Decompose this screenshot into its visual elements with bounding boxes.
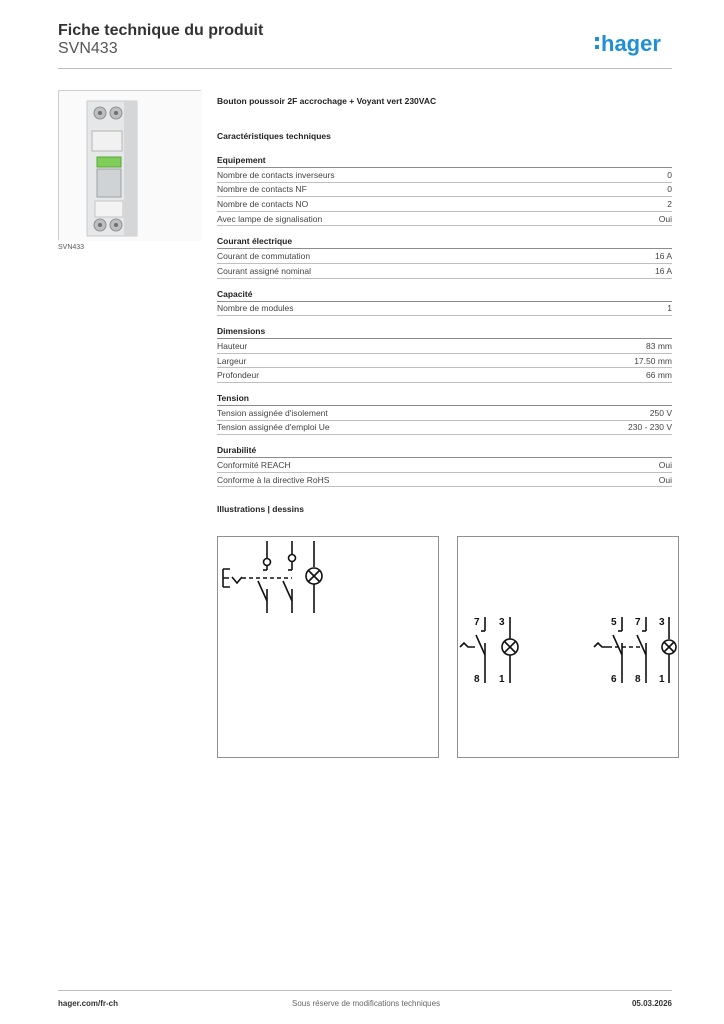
page-title: Fiche technique du produit [58,22,264,39]
spec-row [217,168,672,183]
spec-content [217,96,672,514]
section-title: Durabilité [217,445,672,458]
terminal-label: 8 [474,674,480,685]
spec-value: 16 A [654,251,672,262]
product-name: Bouton poussoir 2F accrochage + Voyant vert 230VAC [217,96,437,106]
spec-value: 2 [667,198,672,209]
spec-row [217,421,672,436]
terminal-label: 5 [611,617,617,628]
footer-website-link[interactable]: hager.com/fr-ch [58,999,119,1008]
spec-section-current [217,236,672,278]
spec-value: 0 [667,169,672,180]
footer-date: 05.03.2026 [631,999,672,1008]
footer-divider [58,990,672,991]
section-title: Tension [217,393,672,406]
spec-label: Nombre de contacts inverseurs [217,169,335,180]
spec-section-equipment [217,155,672,226]
spec-value: 1 [667,303,672,314]
product-photo [58,90,201,240]
spec-label: Tension assignée d'isolement [217,407,328,418]
section-title: Dimensions [217,326,672,339]
section-title: Courant électrique [217,236,672,249]
terminal-label: 7 [474,617,480,628]
spec-label: Hauteur [217,340,248,351]
spec-label: Conforme à la directive RoHS [217,474,330,485]
spec-label: Profondeur [217,370,260,381]
terminal-label: 6 [611,674,617,685]
spec-row [217,473,672,488]
spec-row [217,368,672,383]
spec-value: 250 V [649,407,672,418]
spec-value: 66 mm [646,370,672,381]
spec-row [217,458,672,473]
hager-logo [594,28,674,58]
spec-value: Oui [658,459,672,470]
spec-label: Courant de commutation [217,251,311,262]
spec-value: Oui [658,213,672,224]
spec-value: 230 - 230 V [628,422,672,433]
spec-row [217,264,672,279]
spec-row [217,197,672,212]
spec-row [217,183,672,198]
spec-label: Nombre de modules [217,303,294,314]
spec-label: Nombre de contacts NF [217,184,307,195]
terminal-label: 1 [659,674,665,685]
spec-section-dimensions [217,326,672,383]
footer-notice: Sous réserve de modifications techniques [292,999,441,1008]
terminal-wiring-diagram [458,537,678,757]
terminal-wiring-illustration [457,536,679,758]
spec-section-capacity [217,289,672,317]
spec-value: 17.50 mm [634,355,672,366]
terminal-label: 3 [499,617,505,628]
spec-row [217,406,672,421]
section-title: Equipement [217,155,672,168]
spec-row [217,354,672,369]
tech-characteristics-title: Caractéristiques techniques [217,131,331,141]
spec-section-durability [217,445,672,487]
spec-value: 16 A [654,265,672,276]
spec-label: Largeur [217,355,247,366]
header-divider [58,68,672,69]
logo-text: hager [601,31,661,56]
terminal-label: 3 [659,617,665,628]
pushbutton-symbol-diagram [218,537,438,757]
photo-caption: SVN433 [58,244,85,251]
terminal-label: 7 [635,617,641,628]
illustrations-title: Illustrations | dessins [217,504,304,515]
spec-row [217,339,672,354]
terminal-label: 8 [635,674,641,685]
spec-label: Avec lampe de signalisation [217,213,323,224]
spec-value: 0 [667,184,672,195]
spec-row [217,249,672,264]
product-reference: SVN433 [58,40,118,57]
spec-label: Courant assigné nominal [217,265,312,276]
spec-row [217,302,672,317]
spec-value: Oui [658,474,672,485]
spec-label: Nombre de contacts NO [217,198,309,209]
terminal-label: 1 [499,674,505,685]
spec-label: Conformité REACH [217,459,291,470]
spec-row [217,212,672,227]
spec-section-voltage [217,393,672,435]
wiring-symbol-illustration [217,536,439,758]
section-title: Capacité [217,289,672,302]
spec-value: 83 mm [646,340,672,351]
spec-label: Tension assignée d'emploi Ue [217,422,330,433]
